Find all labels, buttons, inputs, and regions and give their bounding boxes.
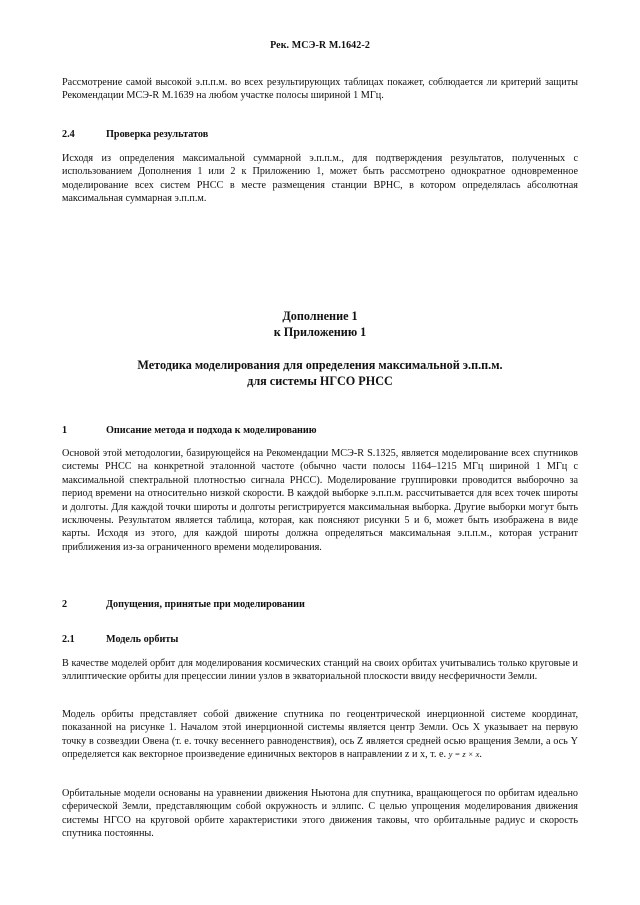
section-heading-1	[62, 424, 578, 437]
section-2-1-paragraph-1: В качестве моделей орбит для моделирования космических станций на своих орбитах учитывались только круговые и эллиптические орбиты для прецессии линии узлов в экваториальной плоскости ввиду несферичности Земли.	[62, 658, 578, 683]
section-number: 1	[62, 425, 68, 436]
paragraph-text: Модель орбиты представляет собой движение спутника по геоцентрической инерционной системе координат, показанной на рисунке 1. Началом этой инерционной системы является центр Земли. Ось X указывает на первую точку в созвездии Овена (т. е. точку весеннего равноденствия), ось Z является средней осью вращения Земли, а ось Y определяется как векторное произведение единичных векторов в направлении z и x, т. е.	[62, 709, 578, 761]
section-number: 2.1	[62, 634, 75, 645]
section-title: Модель орбиты	[106, 634, 179, 645]
section-2-1-paragraph-3: Орбитальные модели основаны на уравнении движения Ньютона для спутника, вращающегося по орбитам идеально сферической Земли, представляющим собой окружность и эллипс. С целью упрощения моделирования движения системы НГСО на круговой орбите характеристики этого движения таковы, что орбитальные радиус и скорость спутника постоянны.	[62, 788, 578, 840]
section-title: Допущения, принятые при моделировании	[106, 599, 305, 610]
section-1-paragraph: Основой этой методологии, базирующейся на Рекомендации МСЭ-R S.1325, является моделирование всех спутников системы РНСС на конкретной эталонной частоте (обычно части полосы 1164–1215 МГц шириной 1 МГц с максимальной спектральной плотностью сигнала РНСС). Моделирование группировки проводится выборочно за период времени на относительно низкой скорости. В каждой выборке э.п.п.м. рассчитывается для всех точек широты и долготы. Для каждой точки широты и долготы регистрируется максимальная выборка. Другие выборки могут быть исключены. Результатом является таблица, которая, как поясняют рисунки 5 и 6, может быть изображена в виде карты. Исходя из этого, для каждой широты должна определяться максимальная э.п.п.м., которая устранит приближения из-за ограниченного времени моделирования.	[62, 448, 578, 553]
section-number: 2.4	[62, 129, 75, 140]
section-heading-2	[62, 598, 578, 611]
section-heading-2-4	[62, 128, 578, 141]
section-2-4-paragraph: Исходя из определения максимальной суммарной э.п.п.м., для подтверждения результатов, полученных с использованием Дополнения 1 или 2 к Приложению 1, может быть рассмотрено однократное одновременное моделирование всех систем РНСС в месте размещения станции ВРНС, в котором определялась абсолютная максимальная суммарная э.п.п.м.	[62, 153, 578, 205]
section-heading-2-1	[62, 633, 578, 646]
attachment-title-line-2: для системы НГСО РНСС	[247, 374, 393, 388]
attachment-label: Дополнение 1	[282, 309, 358, 323]
section-2-1-paragraph-2	[62, 708, 578, 762]
section-title: Описание метода и подхода к моделированию	[106, 425, 317, 436]
attachment-title-line-1: Методика моделирования для определения максимальной э.п.п.м.	[137, 358, 503, 372]
attachment-annex-label: к Приложению 1	[273, 325, 367, 339]
running-header: Рек. МСЭ-R M.1642-2	[270, 40, 370, 51]
vector-formula: y = z × x	[448, 749, 480, 760]
intro-paragraph: Рассмотрение самой высокой э.п.п.м. во всех результирующих таблицах покажет, соблюдается ли критерий защиты Рекомендации МСЭ-R M.1639 на любом участке полосы шириной 1 МГц.	[62, 77, 578, 102]
formula-terminator: .	[479, 749, 482, 761]
section-title: Проверка результатов	[106, 129, 209, 140]
section-number: 2	[62, 599, 68, 610]
